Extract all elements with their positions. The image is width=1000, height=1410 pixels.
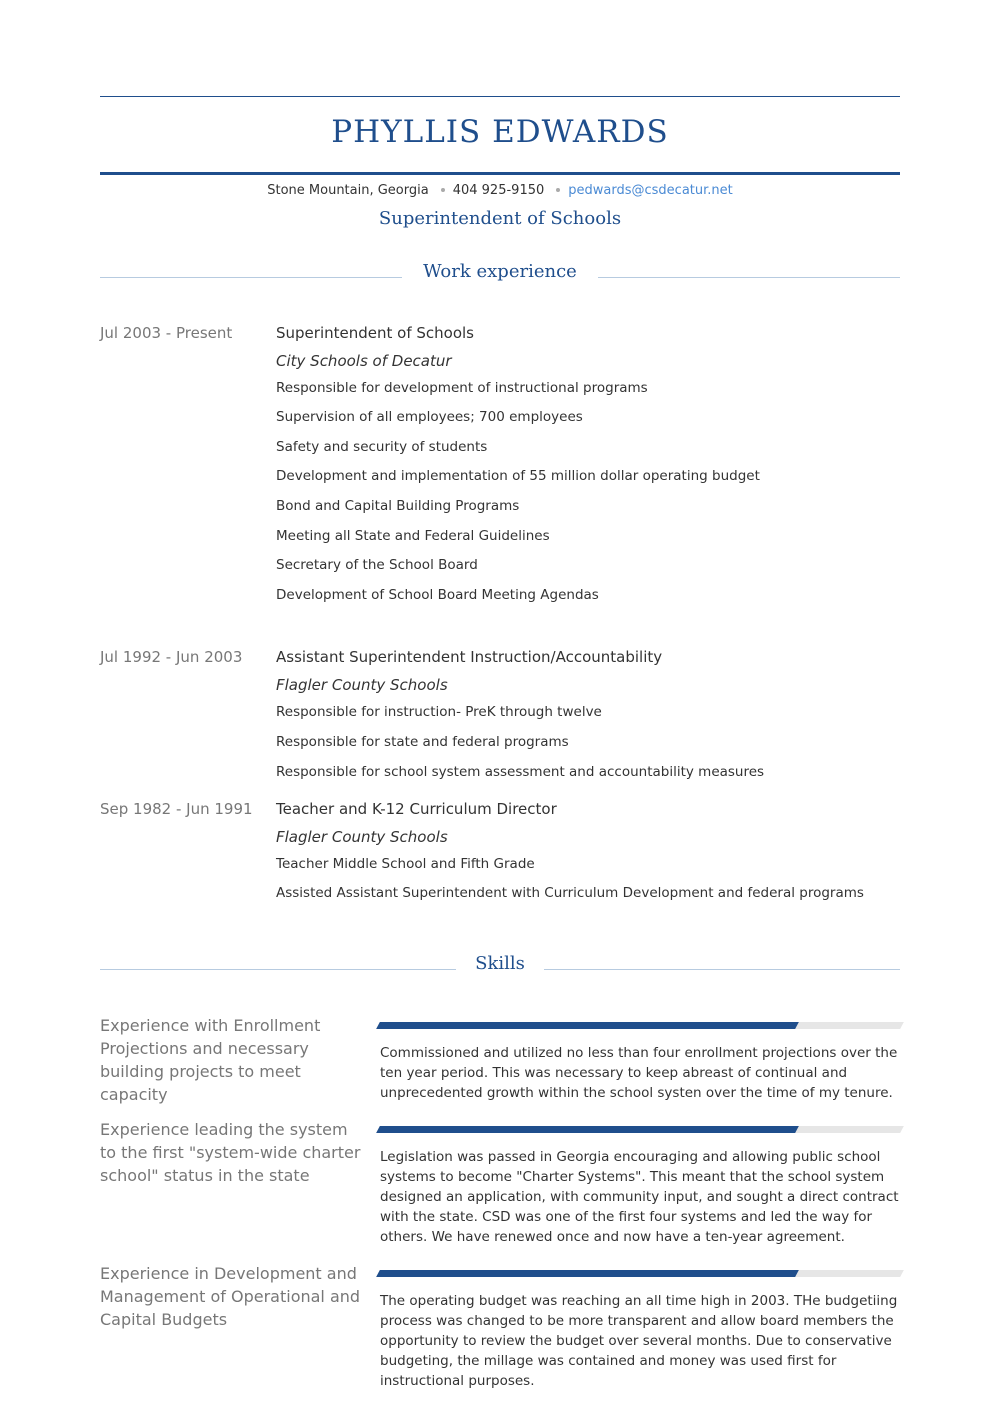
skill-level-bar (376, 1270, 904, 1277)
skills-section-rule-right (544, 969, 900, 970)
job-company: Flagler County Schools (276, 676, 448, 694)
job-title: Superintendent of Schools (276, 324, 474, 342)
job-title: Teacher and K-12 Curriculum Director (276, 800, 557, 818)
skill-name: Experience in Development and Management of Operational and Capital Budgets (100, 1264, 361, 1329)
candidate-name: PHYLLIS EDWARDS (331, 114, 669, 150)
contact-line (100, 183, 900, 198)
skill-level-fill (376, 1022, 799, 1029)
skill-level-bar (376, 1022, 904, 1029)
skill-level-bar (376, 1126, 904, 1133)
job-duty: Assisted Assistant Superintendent with Curriculum Development and federal programs (276, 885, 864, 901)
job-duty: Meeting all State and Federal Guidelines (276, 528, 550, 544)
job-duty: Responsible for state and federal programs (276, 734, 569, 750)
job-company: Flagler County Schools (276, 828, 448, 846)
job-duty: Responsible for instruction- PreK through twelve (276, 704, 602, 720)
skill-name: Experience leading the system to the first "system-wide charter school" status in the state (100, 1120, 361, 1185)
job-duty: Supervision of all employees; 700 employees (276, 409, 583, 425)
header-top-rule (100, 96, 900, 97)
job-duty: Responsible for development of instructional programs (276, 380, 648, 396)
skill-level-fill (376, 1270, 799, 1277)
skill-name: Experience with Enrollment Projections and necessary building projects to meet capacity (100, 1016, 321, 1104)
skill-level-fill (376, 1126, 799, 1133)
phone-text: 404 925-9150 (452, 183, 545, 198)
skill-description: Legislation was passed in Georgia encouraging and allowing public school systems to become "Charter Systems". This meant that the school system designed an application, with community input, and sought a direct contract with the state. CSD was one of the first four systems and led the way for others. We have renewed once and now have a ten-year agreement. (380, 1149, 899, 1245)
job-company: City Schools of Decatur (276, 352, 452, 370)
job-duty: Development of School Board Meeting Agendas (276, 587, 599, 603)
email-link[interactable]: pedwards@csdecatur.net (568, 183, 733, 198)
job-duty: Safety and security of students (276, 439, 488, 455)
job-duty: Bond and Capital Building Programs (276, 498, 520, 514)
job-dates: Jul 2003 - Present (100, 324, 233, 342)
job-duty: Responsible for school system assessment and accountability measures (276, 764, 765, 780)
job-title: Assistant Superintendent Instruction/Accountability (276, 648, 663, 666)
header-name-rule (100, 172, 900, 175)
job-duty: Secretary of the School Board (276, 557, 478, 573)
skills-section-rule-left (100, 969, 456, 970)
bullet-icon (441, 188, 445, 192)
job-duty: Development and implementation of 55 million dollar operating budget (276, 468, 760, 484)
work-section-rule-left (100, 277, 402, 278)
job-duty: Teacher Middle School and Fifth Grade (276, 856, 535, 872)
skill-description: The operating budget was reaching an all time high in 2003. THe budgetiing process was changed to be more transparent and allow board members the opportunity to review the budget over several months. Due to conservative budgeting, the millage was contained and money was used first for instructional purposes. (380, 1293, 898, 1389)
work-section-rule-right (598, 277, 900, 278)
bullet-icon (556, 188, 560, 192)
skills-section-title: Skills (475, 953, 525, 974)
job-dates: Sep 1982 - Jun 1991 (100, 800, 253, 818)
work-section-title: Work experience (423, 261, 577, 282)
location-text: Stone Mountain, Georgia (267, 183, 429, 198)
headline: Superintendent of Schools (378, 208, 622, 229)
skill-description: Commissioned and utilized no less than four enrollment projections over the ten year period. This was necessary to keep abreast of continual and unprecedented growth within the school systen over the time of my tenure. (380, 1045, 898, 1101)
job-dates: Jul 1992 - Jun 2003 (100, 648, 243, 666)
